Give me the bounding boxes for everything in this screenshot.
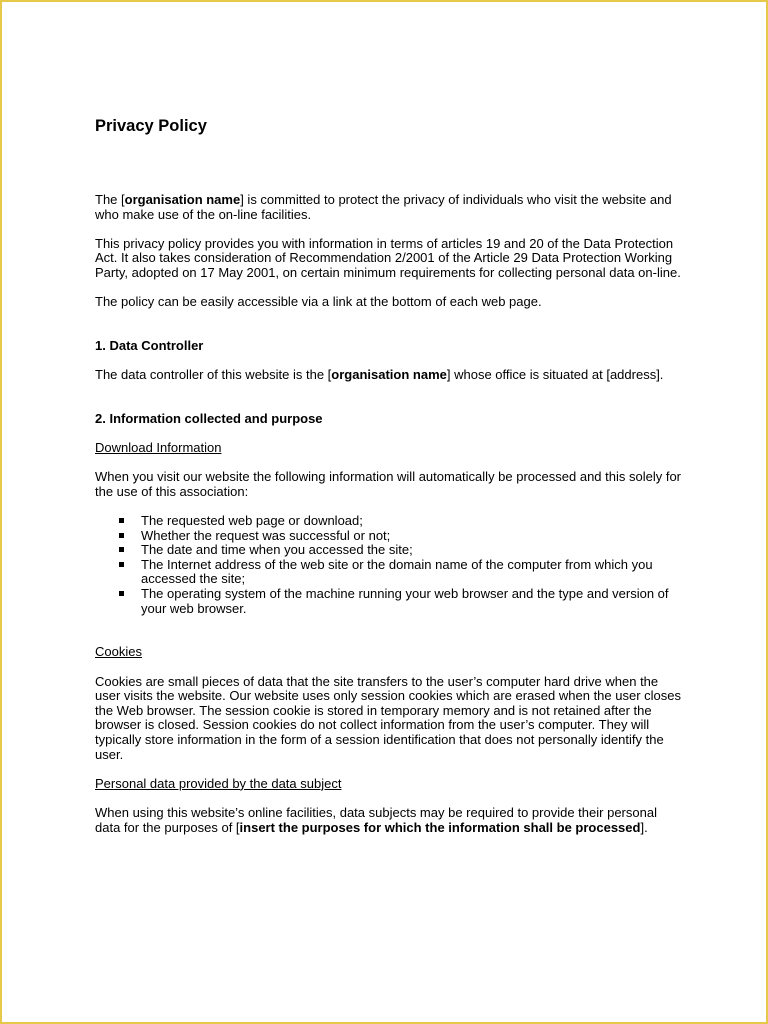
section-1-p-pre: The data controller of this website is the [ — [95, 367, 332, 383]
personal-data-p-post: ]. — [640, 819, 648, 835]
list-item-text: The requested web page or download; — [141, 513, 363, 529]
list-item — [95, 587, 685, 616]
personal-data-p-pre: When using this website’s online facilities, data subjects may be required to provide their personal data for the purposes of [ — [95, 804, 657, 835]
intro-p1-pre: The [ — [95, 192, 125, 207]
personal-data-p-bold: insert the purposes for which the information shall be processed — [239, 819, 641, 835]
intro-p1-post: ] is committed to protect the privacy of individuals who visit the website and who make use of the on-line facilities. — [95, 192, 672, 222]
intro-paragraph-2: This privacy policy provides you with information in terms of articles 19 and 20 of the Data Protection Act. It also takes consideration of Recommendation 2/2001 of the Article 29 Data Protection Working Party, adopted on 17 May 2001, on certain minimum requirements for collecting personal data on-line. — [95, 235, 681, 280]
download-information-paragraph: When you visit our website the following information will automatically be processed and this solely for the use of this association: — [95, 469, 682, 499]
square-bullet-icon — [119, 562, 124, 567]
cookies-subheading: Cookies — [95, 644, 142, 660]
list-item — [95, 543, 685, 558]
intro-paragraph-3: The policy can be easily accessible via a link at the bottom of each web page. — [95, 294, 542, 310]
section-1-p-bold: organisation name — [331, 367, 447, 383]
section-1-heading: 1. Data Controller — [95, 337, 204, 353]
download-information-subheading: Download Information — [95, 440, 222, 456]
list-item — [95, 514, 685, 529]
square-bullet-icon — [119, 533, 124, 538]
spacer — [95, 397, 685, 412]
section-1-paragraph — [95, 368, 685, 383]
cookies-paragraph: Cookies are small pieces of data that the site transfers to the user’s computer hard drive when the user visits the website. Our website uses only session cookies which are erased when the user closes the Web browser. The session cookie is stored in temporary memory and is not retained after the browser is closed. Session cookies do not collect information from the user’s computer. They will typically store information in the form of a session identification that does not personally identify the user. — [95, 673, 682, 762]
page-title: Privacy Policy — [95, 117, 207, 135]
intro-p1-bold: organisation name — [124, 192, 241, 207]
section-1-p-post: ] whose office is situated at [address]. — [446, 367, 664, 383]
list-item — [95, 529, 685, 544]
spacer — [95, 324, 685, 339]
square-bullet-icon — [119, 547, 124, 552]
personal-data-paragraph — [95, 806, 685, 835]
document-content — [95, 116, 685, 850]
square-bullet-icon — [119, 591, 124, 596]
square-bullet-icon — [119, 518, 124, 523]
list-item-text: The date and time when you accessed the site; — [141, 542, 413, 558]
list-item-text: The operating system of the machine running your web browser and the type and version of your web browser. — [141, 586, 669, 616]
list-item-text: The Internet address of the web site or the domain name of the computer from which you accessed the site; — [141, 556, 653, 587]
section-2-heading: 2. Information collected and purpose — [95, 410, 323, 426]
personal-data-subheading: Personal data provided by the data subject — [95, 775, 342, 791]
spacer — [95, 631, 685, 646]
list-item — [95, 558, 685, 587]
download-information-list — [95, 514, 685, 616]
list-item-text: Whether the request was successful or not; — [141, 527, 391, 543]
intro-paragraph-1 — [95, 193, 685, 222]
